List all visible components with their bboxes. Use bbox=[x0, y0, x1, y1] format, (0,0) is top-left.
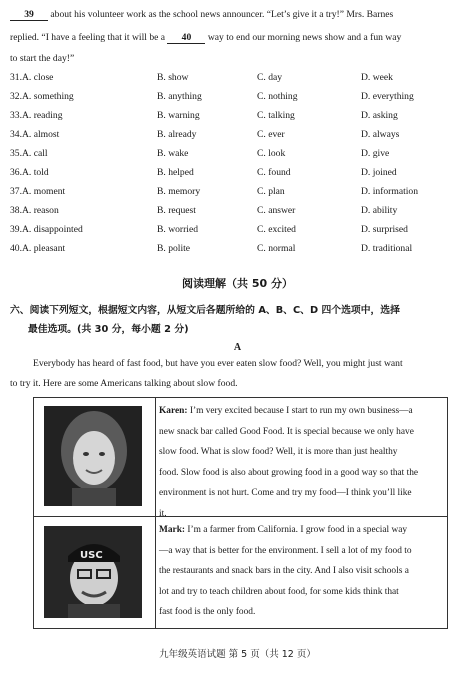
option-b[interactable]: B. wake bbox=[157, 148, 189, 159]
mark-line-3: the restaurants and snack bars in the city. And I also visit schools a bbox=[159, 566, 409, 576]
option-a[interactable]: A. close bbox=[22, 72, 54, 83]
karen-line-6: it. bbox=[159, 508, 167, 519]
question-row bbox=[10, 205, 465, 219]
option-d[interactable]: D. surprised bbox=[361, 224, 408, 235]
option-d[interactable]: D. everything bbox=[361, 91, 414, 102]
passage-line-2 bbox=[10, 32, 470, 44]
question-row bbox=[10, 72, 465, 86]
option-d[interactable]: D. traditional bbox=[361, 243, 413, 254]
option-b[interactable]: B. already bbox=[157, 129, 197, 140]
option-a[interactable]: A. pleasant bbox=[22, 243, 66, 254]
karen-name: Karen bbox=[159, 406, 185, 416]
option-c[interactable]: C. talking bbox=[257, 110, 295, 121]
question-row bbox=[10, 186, 465, 200]
option-c[interactable]: C. plan bbox=[257, 186, 285, 197]
question-number: 40. bbox=[10, 243, 22, 254]
karen-line-5: environment is not hurt. Come and try my food—I think you’ll like bbox=[159, 488, 412, 498]
part-label: A bbox=[233, 342, 242, 353]
option-c[interactable]: C. day bbox=[257, 72, 283, 83]
option-a[interactable]: A. reading bbox=[22, 110, 63, 121]
instructions-line-2: 最佳选项。(共 30 分，每小题 2 分) bbox=[28, 324, 189, 335]
option-a[interactable]: A. almost bbox=[22, 129, 60, 140]
question-number: 38. bbox=[10, 205, 22, 216]
question-number: 37. bbox=[10, 186, 22, 197]
question-row bbox=[10, 167, 465, 181]
option-b[interactable]: B. show bbox=[157, 72, 189, 83]
option-c[interactable]: C. excited bbox=[257, 224, 296, 235]
option-c[interactable]: C. found bbox=[257, 167, 291, 178]
option-d[interactable]: D. information bbox=[361, 186, 419, 197]
option-a[interactable]: A. moment bbox=[22, 186, 66, 197]
question-number: 39. bbox=[10, 224, 22, 235]
intro-line-2: to try it. Here are some Americans talking about slow food. bbox=[10, 378, 238, 389]
blank-39: 39 bbox=[10, 9, 48, 21]
option-b[interactable]: B. polite bbox=[157, 243, 191, 254]
option-b[interactable]: B. warning bbox=[157, 110, 200, 121]
mark-line-1: Mark: I’m a farmer from California. I grow food in a special way bbox=[159, 525, 408, 535]
karen-line-4: food. Slow food is also about growing food in a good way so that the bbox=[159, 467, 419, 478]
mark-line-4: lot and try to teach children about food, for some kids think that bbox=[159, 586, 399, 597]
question-number: 31. bbox=[10, 72, 22, 83]
option-a[interactable]: A. disappointed bbox=[22, 224, 83, 235]
question-row bbox=[10, 129, 465, 143]
mark-name: Mark bbox=[159, 525, 182, 535]
option-a[interactable]: A. reason bbox=[22, 205, 59, 216]
option-d[interactable]: D. week bbox=[361, 72, 393, 83]
mark-quote bbox=[159, 520, 441, 623]
intro-line-1: Everybody has heard of fast food, but have you ever eaten slow food? Well, you might just want bbox=[33, 358, 403, 369]
karen-line-1: Karen: I’m very excited because I start to run my own business—a bbox=[159, 406, 413, 416]
question-number: 33. bbox=[10, 110, 22, 121]
question-row bbox=[10, 110, 465, 124]
option-c[interactable]: C. nothing bbox=[257, 91, 298, 102]
mark-line-5: fast food is the only food. bbox=[159, 607, 256, 617]
passage-line-1 bbox=[10, 9, 470, 21]
section-title: 阅读理解（共 50 分） bbox=[182, 277, 293, 290]
question-row bbox=[10, 148, 465, 162]
option-a[interactable]: A. call bbox=[22, 148, 48, 159]
passage-text-1: about his volunteer work as the school news announcer. “Let’s give it a try!” Mrs. Barnes bbox=[50, 9, 394, 20]
option-b[interactable]: B. request bbox=[157, 205, 196, 216]
option-c[interactable]: C. normal bbox=[257, 243, 296, 254]
instructions-line-1: 六、阅读下列短文，根据短文内容，从短文后各题所给的 A、B、C、D 四个选项中，选择 bbox=[10, 305, 400, 316]
people-table bbox=[33, 397, 448, 629]
karen-line-2: new snack bar called Good Food. It is special because we only have bbox=[159, 426, 414, 437]
question-row bbox=[10, 91, 465, 105]
question-row bbox=[10, 243, 465, 257]
table-column-divider bbox=[155, 398, 156, 628]
option-c[interactable]: C. look bbox=[257, 148, 286, 159]
question-number: 34. bbox=[10, 129, 22, 140]
option-a[interactable]: A. told bbox=[22, 167, 49, 178]
karen-photo bbox=[44, 406, 142, 506]
question-row bbox=[10, 224, 465, 238]
option-c[interactable]: C. answer bbox=[257, 205, 296, 216]
option-b[interactable]: B. worried bbox=[157, 224, 199, 235]
karen-quote bbox=[159, 401, 441, 524]
question-number: 36. bbox=[10, 167, 22, 178]
page-footer: 九年级英语试题 第 5 页（共 12 页） bbox=[159, 649, 316, 660]
question-number: 32. bbox=[10, 91, 22, 102]
mark-line-2: —a way that is better for the environment. I sell a lot of my food to bbox=[159, 545, 412, 556]
option-b[interactable]: B. anything bbox=[157, 91, 202, 102]
passage-text-2a: replied. “I have a feeling that it will be a bbox=[10, 32, 166, 43]
option-d[interactable]: D. give bbox=[361, 148, 390, 159]
passage-text-2b: way to end our morning news show and a fun way bbox=[207, 32, 402, 43]
karen-line-3: slow food. What is slow food? Well, it is more than just healthy bbox=[159, 447, 398, 457]
option-d[interactable]: D. always bbox=[361, 129, 400, 140]
cap-text: USC bbox=[80, 550, 103, 561]
mark-photo bbox=[44, 526, 142, 618]
question-number: 35. bbox=[10, 148, 22, 159]
option-d[interactable]: D. joined bbox=[361, 167, 397, 178]
option-d[interactable]: D. asking bbox=[361, 110, 398, 121]
option-d[interactable]: D. ability bbox=[361, 205, 398, 216]
option-b[interactable]: B. memory bbox=[157, 186, 201, 197]
option-b[interactable]: B. helped bbox=[157, 167, 194, 178]
option-c[interactable]: C. ever bbox=[257, 129, 285, 140]
blank-40: 40 bbox=[167, 32, 205, 44]
option-a[interactable]: A. something bbox=[22, 91, 74, 102]
passage-line-3: to start the day!” bbox=[10, 53, 75, 64]
